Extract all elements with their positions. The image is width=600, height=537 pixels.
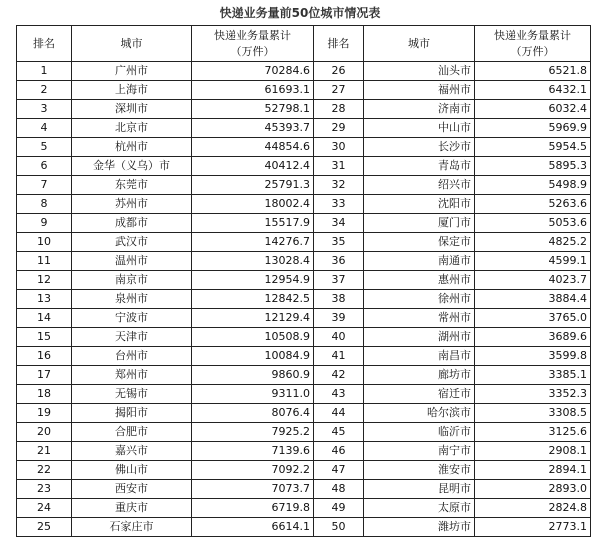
rank-cell: 5 [17,138,72,157]
header-volume-right [475,26,591,62]
volume-cell: 10084.9 [192,347,314,366]
city-cell: 天津市 [72,328,192,347]
volume-cell: 14276.7 [192,233,314,252]
city-cell: 宿迁市 [364,385,475,404]
table-header-row [17,26,591,62]
volume-cell: 70284.6 [192,62,314,81]
rank-cell: 19 [17,404,72,423]
city-cell: 杭州市 [72,138,192,157]
volume-cell: 6521.8 [475,62,591,81]
city-cell: 石家庄市 [72,518,192,537]
header-volume-unit: （万件） [510,44,555,58]
city-cell: 潍坊市 [364,518,475,537]
table-row [17,195,591,214]
city-cell: 上海市 [72,81,192,100]
volume-cell: 61693.1 [192,81,314,100]
rank-cell: 34 [314,214,364,233]
volume-cell: 4599.1 [475,252,591,271]
rank-cell: 18 [17,385,72,404]
volume-cell: 9311.0 [192,385,314,404]
table-body [17,62,591,537]
table-row [17,62,591,81]
city-cell: 台州市 [72,347,192,366]
table-row [17,366,591,385]
volume-cell: 3884.4 [475,290,591,309]
rank-cell: 30 [314,138,364,157]
volume-cell: 5263.6 [475,195,591,214]
header-volume-label: 快递业务量累计 [494,28,571,42]
volume-cell: 7925.2 [192,423,314,442]
city-cell: 南京市 [72,271,192,290]
table-row [17,309,591,328]
table-row [17,461,591,480]
city-cell: 中山市 [364,119,475,138]
rank-cell: 2 [17,81,72,100]
volume-cell: 6614.1 [192,518,314,537]
rank-cell: 1 [17,62,72,81]
rank-cell: 25 [17,518,72,537]
table-row [17,499,591,518]
rank-cell: 13 [17,290,72,309]
city-cell: 南宁市 [364,442,475,461]
city-cell: 惠州市 [364,271,475,290]
rank-cell: 21 [17,442,72,461]
volume-cell: 12842.5 [192,290,314,309]
volume-cell: 2824.8 [475,499,591,518]
table-row [17,290,591,309]
city-cell: 沈阳市 [364,195,475,214]
rank-cell: 11 [17,252,72,271]
city-cell: 广州市 [72,62,192,81]
rank-cell: 9 [17,214,72,233]
volume-cell: 6032.4 [475,100,591,119]
rank-cell: 8 [17,195,72,214]
table-row [17,157,591,176]
table-row [17,347,591,366]
rank-cell: 24 [17,499,72,518]
header-volume-unit: （万件） [230,44,275,58]
city-cell: 武汉市 [72,233,192,252]
city-cell: 廊坊市 [364,366,475,385]
rank-cell: 6 [17,157,72,176]
city-cell: 郑州市 [72,366,192,385]
city-cell: 西安市 [72,480,192,499]
table-row [17,81,591,100]
rank-cell: 15 [17,328,72,347]
rank-cell: 32 [314,176,364,195]
rank-cell: 36 [314,252,364,271]
rank-cell: 33 [314,195,364,214]
volume-cell: 3352.3 [475,385,591,404]
rank-cell: 16 [17,347,72,366]
rank-cell: 45 [314,423,364,442]
rank-cell: 17 [17,366,72,385]
volume-cell: 7139.6 [192,442,314,461]
city-cell: 嘉兴市 [72,442,192,461]
volume-cell: 3765.0 [475,309,591,328]
header-city-right: 城市 [364,26,475,62]
city-cell: 温州市 [72,252,192,271]
city-cell: 绍兴市 [364,176,475,195]
city-cell: 重庆市 [72,499,192,518]
rank-cell: 22 [17,461,72,480]
volume-cell: 5053.6 [475,214,591,233]
city-cell: 北京市 [72,119,192,138]
rank-cell: 44 [314,404,364,423]
city-cell: 汕头市 [364,62,475,81]
rank-cell: 7 [17,176,72,195]
volume-cell: 5969.9 [475,119,591,138]
rank-cell: 46 [314,442,364,461]
city-cell: 揭阳市 [72,404,192,423]
city-cell: 成都市 [72,214,192,233]
rank-cell: 10 [17,233,72,252]
table-row [17,138,591,157]
table-row [17,385,591,404]
rank-cell: 26 [314,62,364,81]
city-cell: 佛山市 [72,461,192,480]
volume-cell: 4825.2 [475,233,591,252]
rank-cell: 38 [314,290,364,309]
city-cell: 昆明市 [364,480,475,499]
header-rank-right: 排名 [314,26,364,62]
table-title: 快递业务量前50位城市情况表 [219,6,381,20]
volume-cell: 13028.4 [192,252,314,271]
city-cell: 青岛市 [364,157,475,176]
volume-cell: 25791.3 [192,176,314,195]
table-row [17,252,591,271]
city-ranking-table [16,25,591,537]
rank-cell: 28 [314,100,364,119]
table-row [17,480,591,499]
rank-cell: 23 [17,480,72,499]
table-row [17,404,591,423]
volume-cell: 10508.9 [192,328,314,347]
volume-cell: 4023.7 [475,271,591,290]
city-cell: 合肥市 [72,423,192,442]
city-cell: 保定市 [364,233,475,252]
table-row [17,214,591,233]
volume-cell: 2908.1 [475,442,591,461]
volume-cell: 2773.1 [475,518,591,537]
city-cell: 厦门市 [364,214,475,233]
city-cell: 南昌市 [364,347,475,366]
table-row [17,271,591,290]
volume-cell: 15517.9 [192,214,314,233]
volume-cell: 3308.5 [475,404,591,423]
city-cell: 福州市 [364,81,475,100]
city-cell: 东莞市 [72,176,192,195]
city-cell: 金华（义乌）市 [72,157,192,176]
volume-cell: 6719.8 [192,499,314,518]
city-cell: 湖州市 [364,328,475,347]
city-cell: 无锡市 [72,385,192,404]
rank-cell: 49 [314,499,364,518]
city-cell: 深圳市 [72,100,192,119]
volume-cell: 5895.3 [475,157,591,176]
table-row [17,423,591,442]
table-row [17,119,591,138]
header-volume-left [192,26,314,62]
city-cell: 太原市 [364,499,475,518]
rank-cell: 39 [314,309,364,328]
volume-cell: 12954.9 [192,271,314,290]
volume-cell: 12129.4 [192,309,314,328]
volume-cell: 5498.9 [475,176,591,195]
header-rank-left: 排名 [17,26,72,62]
volume-cell: 2893.0 [475,480,591,499]
rank-cell: 12 [17,271,72,290]
city-cell: 临沂市 [364,423,475,442]
volume-cell: 3689.6 [475,328,591,347]
city-cell: 常州市 [364,309,475,328]
rank-cell: 3 [17,100,72,119]
city-cell: 南通市 [364,252,475,271]
rank-cell: 14 [17,309,72,328]
volume-cell: 5954.5 [475,138,591,157]
volume-cell: 18002.4 [192,195,314,214]
table-row [17,233,591,252]
volume-cell: 9860.9 [192,366,314,385]
city-cell: 苏州市 [72,195,192,214]
volume-cell: 40412.4 [192,157,314,176]
rank-cell: 31 [314,157,364,176]
rank-cell: 37 [314,271,364,290]
city-cell: 哈尔滨市 [364,404,475,423]
rank-cell: 42 [314,366,364,385]
rank-cell: 43 [314,385,364,404]
volume-cell: 45393.7 [192,119,314,138]
city-cell: 济南市 [364,100,475,119]
rank-cell: 27 [314,81,364,100]
volume-cell: 3599.8 [475,347,591,366]
volume-cell: 7092.2 [192,461,314,480]
volume-cell: 2894.1 [475,461,591,480]
volume-cell: 6432.1 [475,81,591,100]
city-cell: 泉州市 [72,290,192,309]
rank-cell: 29 [314,119,364,138]
rank-cell: 20 [17,423,72,442]
rank-cell: 47 [314,461,364,480]
table-row [17,442,591,461]
city-cell: 淮安市 [364,461,475,480]
table-row [17,328,591,347]
volume-cell: 3125.6 [475,423,591,442]
city-cell: 宁波市 [72,309,192,328]
rank-cell: 50 [314,518,364,537]
city-cell: 徐州市 [364,290,475,309]
header-city-left: 城市 [72,26,192,62]
header-volume-label: 快递业务量累计 [214,28,291,42]
rank-cell: 41 [314,347,364,366]
rank-cell: 40 [314,328,364,347]
volume-cell: 52798.1 [192,100,314,119]
volume-cell: 8076.4 [192,404,314,423]
table-row [17,176,591,195]
city-cell: 长沙市 [364,138,475,157]
rank-cell: 48 [314,480,364,499]
volume-cell: 44854.6 [192,138,314,157]
table-row [17,518,591,537]
rank-cell: 35 [314,233,364,252]
volume-cell: 7073.7 [192,480,314,499]
rank-cell: 4 [17,119,72,138]
table-row [17,100,591,119]
volume-cell: 3385.1 [475,366,591,385]
